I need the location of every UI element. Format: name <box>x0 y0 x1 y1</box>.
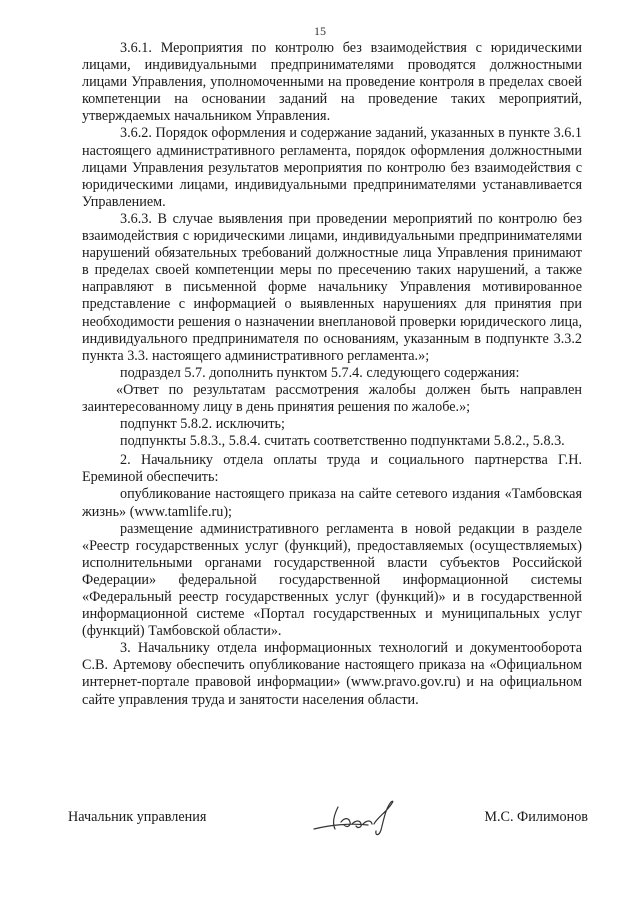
paragraph-item-2: 2. Начальнику отдела оплаты труда и социального партнерства Г.Н. Ереминой обеспечить: <box>82 452 582 486</box>
signatory-name: М.С. Филимонов <box>484 809 588 825</box>
paragraph-5-8-renumber: подпункты 5.8.3., 5.8.4. считать соответственно подпунктами 5.8.2., 5.8.3. <box>120 433 565 450</box>
paragraph-subsection-5-7: подраздел 5.7. дополнить пунктом 5.7.4. следующего содержания: <box>120 364 520 381</box>
paragraph-5-8-2-exclude: подпункт 5.8.2. исключить; <box>120 416 285 433</box>
paragraph-quote-5-7-4: «Ответ по результатам рассмотрения жалобы должен быть направлен заинтересованному лицу в день принятия решения по жалобе.»; <box>82 381 582 415</box>
paragraph-item-3: 3. Начальнику отдела информационных технологий и документооборота С.В. Артемову обеспечить опубликование настоящего приказа на «Официальном интернет-портале правовой информации» (www.pravo.gov.ru) и на официальном сайте управления труда и занятости населения области. <box>82 640 582 708</box>
paragraph-publication: опубликование настоящего приказа на сайте сетевого издания «Тамбовская жизнь» (www.tamlife.ru); <box>82 486 582 520</box>
signature-block <box>68 795 588 845</box>
document-body <box>82 40 582 709</box>
page-number: 15 <box>314 24 326 38</box>
paragraph-registry: размещение административного регламента в новой редакции в разделе «Реестр государственных услуг (функций), предоставляемых (осуществляемых) исполнительными органами государственной власти субъектов Российской Федерации» федеральной государственной информационной системы «Федеральный реестр государственных услуг (функций)» и в государственной информационной системе «Портал государственных и муниципальных услуг (функций) Тамбовской области». <box>82 520 582 640</box>
signatory-position: Начальник управления <box>68 809 207 825</box>
paragraph-3-6-3: 3.6.3. В случае выявления при проведении мероприятий по контролю без взаимодействия с юридическими лицами, индивидуальными предпринимателями нарушений обязательных требований должностные лица Управления принимают в пределах своей компетенции меры по пресечению таких нарушений, а также направляют в письменной форме начальнику Управления мотивированное представление с информацией о выявленных нарушениях для принятия при необходимости решения о назначении внеплановой проверки юридического лица, индивидуального предпринимателя по основаниям, указанным в подпункте 3.3.2 пункта 3.3. настоящего административного регламента.»; <box>82 210 582 364</box>
paragraph-3-6-2: 3.6.2. Порядок оформления и содержание заданий, указанных в пункте 3.6.1 настоящего административного регламента, порядок оформления должностными лицами Управления результатов мероприятия по контролю без взаимодействия с юридическими лицами, индивидуальными предпринимателями устанавливается Управлением. <box>82 125 582 210</box>
paragraph-3-6-1: 3.6.1. Мероприятия по контролю без взаимодействия с юридическими лицами, индивидуальными предпринимателями проводятся должностными лицами Управления, уполномоченными на проведение контроля в пределах своей компетенции на основании заданий на проведение таких мероприятий, утверждаемых начальником Управления. <box>82 40 582 125</box>
handwritten-signature <box>308 795 438 839</box>
